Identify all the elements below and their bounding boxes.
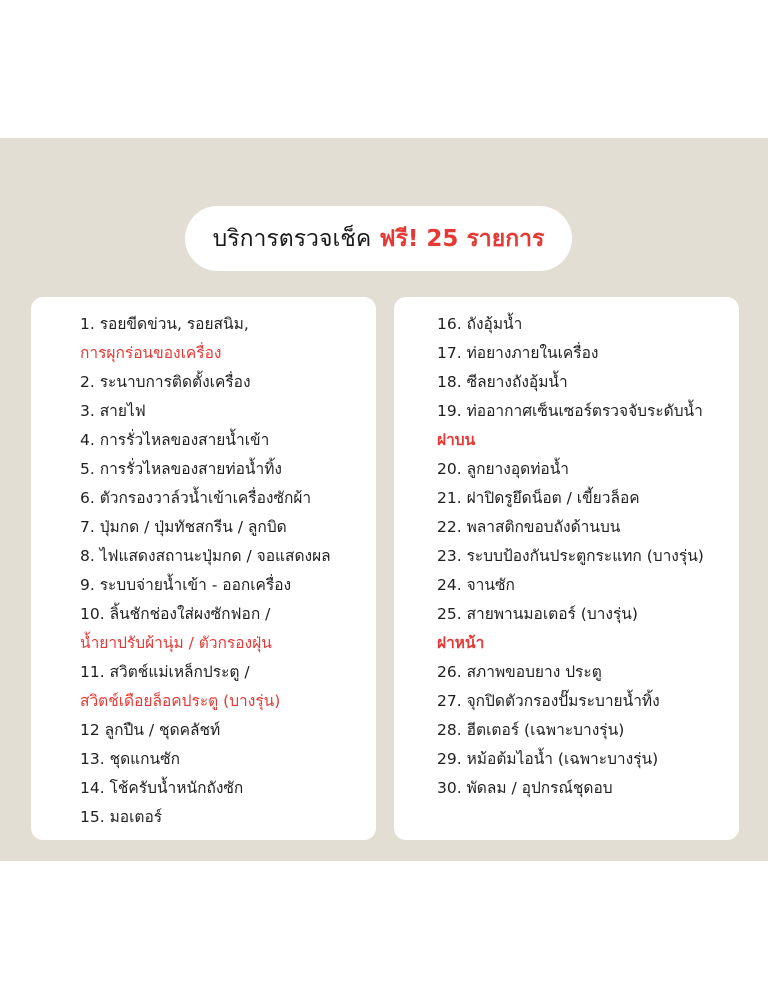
checklist-item: 4. การรั่วไหลของสายน้ำเข้า bbox=[80, 431, 270, 449]
checklist-left-card bbox=[31, 297, 376, 840]
checklist-item: 22. พลาสติกขอบถังด้านบน bbox=[437, 518, 621, 536]
section-header: ฝาบน bbox=[437, 431, 476, 449]
checklist-item: 29. หม้อต้มไอน้ำ (เฉพาะบางรุ่น) bbox=[437, 750, 659, 768]
checklist-item: 24. จานซัก bbox=[437, 576, 515, 594]
checklist-item: 17. ท่อยางภายในเครื่อง bbox=[437, 344, 599, 362]
checklist-item: 28. ฮีตเตอร์ (เฉพาะบางรุ่น) bbox=[437, 721, 625, 739]
checklist-item: 19. ท่ออากาศเซ็นเซอร์ตรวจจับระดับน้ำ bbox=[437, 402, 703, 420]
checklist-item: 9. ระบบจ่ายน้ำเข้า - ออกเครื่อง bbox=[80, 576, 292, 594]
checklist-right-card bbox=[394, 297, 739, 840]
checklist-item: 10. ลิ้นชักช่องใส่ผงซักฟอก / bbox=[80, 605, 271, 623]
checklist-item: 13. ชุดแกนซัก bbox=[80, 750, 181, 768]
checklist-item: 1. รอยขีดข่วน, รอยสนิม, bbox=[80, 315, 249, 333]
section-header: ฝาหน้า bbox=[437, 634, 485, 652]
page-title bbox=[185, 206, 572, 271]
checklist-item: 26. สภาพขอบยาง ประตู bbox=[437, 663, 602, 681]
checklist-item: 12 ลูกปืน / ชุดคลัชท์ bbox=[80, 721, 221, 739]
checklist-item: 21. ฝาปิดรูยึดน็อต / เขี้ยวล็อค bbox=[437, 489, 640, 507]
checklist-item: 7. ปุ่มกด / ปุ่มทัชสกรีน / ลูกบิด bbox=[80, 518, 287, 536]
checklist-item: 25. สายพานมอเตอร์ (บางรุ่น) bbox=[437, 605, 638, 623]
checklist-item: 5. การรั่วไหลของสายท่อน้ำทิ้ง bbox=[80, 460, 282, 478]
checklist-item: น้ำยาปรับผ้านุ่ม / ตัวกรองฝุ่น bbox=[80, 634, 272, 652]
checklist-item: 30. พัดลม / อุปกรณ์ชุดอบ bbox=[437, 779, 613, 797]
title-highlight: ฟรี! 25 รายการ bbox=[379, 225, 545, 252]
checklist-item: 11. สวิตช์แม่เหล็กประตู / bbox=[80, 663, 250, 681]
checklist-item: 2. ระนาบการติดตั้งเครื่อง bbox=[80, 373, 251, 391]
checklist-item: 15. มอเตอร์ bbox=[80, 808, 163, 826]
checklist-item: 8. ไฟแสดงสถานะปุ่มกด / จอแสดงผล bbox=[80, 547, 331, 565]
checklist-item: 3. สายไฟ bbox=[80, 402, 146, 420]
checklist-item: 27. จุกปิดตัวกรองปั๊มระบายน้ำทิ้ง bbox=[437, 692, 660, 710]
checklist-item: 23. ระบบป้องกันประตูกระแทก (บางรุ่น) bbox=[437, 547, 704, 565]
checklist-item: 18. ซีลยางถังอุ้มน้ำ bbox=[437, 373, 568, 391]
checklist-item: 6. ตัวกรองวาล์วน้ำเข้าเครื่องซักผ้า bbox=[80, 489, 312, 507]
checklist-item: สวิตช์เดือยล็อคประตู (บางรุ่น) bbox=[80, 692, 281, 710]
title-prefix: บริการตรวจเช็ค bbox=[212, 225, 372, 252]
checklist-item: 16. ถังอุ้มน้ำ bbox=[437, 315, 523, 333]
checklist-item: การผุกร่อนของเครื่อง bbox=[80, 344, 222, 362]
checklist-item: 20. ลูกยางอุดท่อน้ำ bbox=[437, 460, 570, 478]
checklist-item: 14. โช้ครับน้ำหนักถังซัก bbox=[80, 779, 244, 797]
